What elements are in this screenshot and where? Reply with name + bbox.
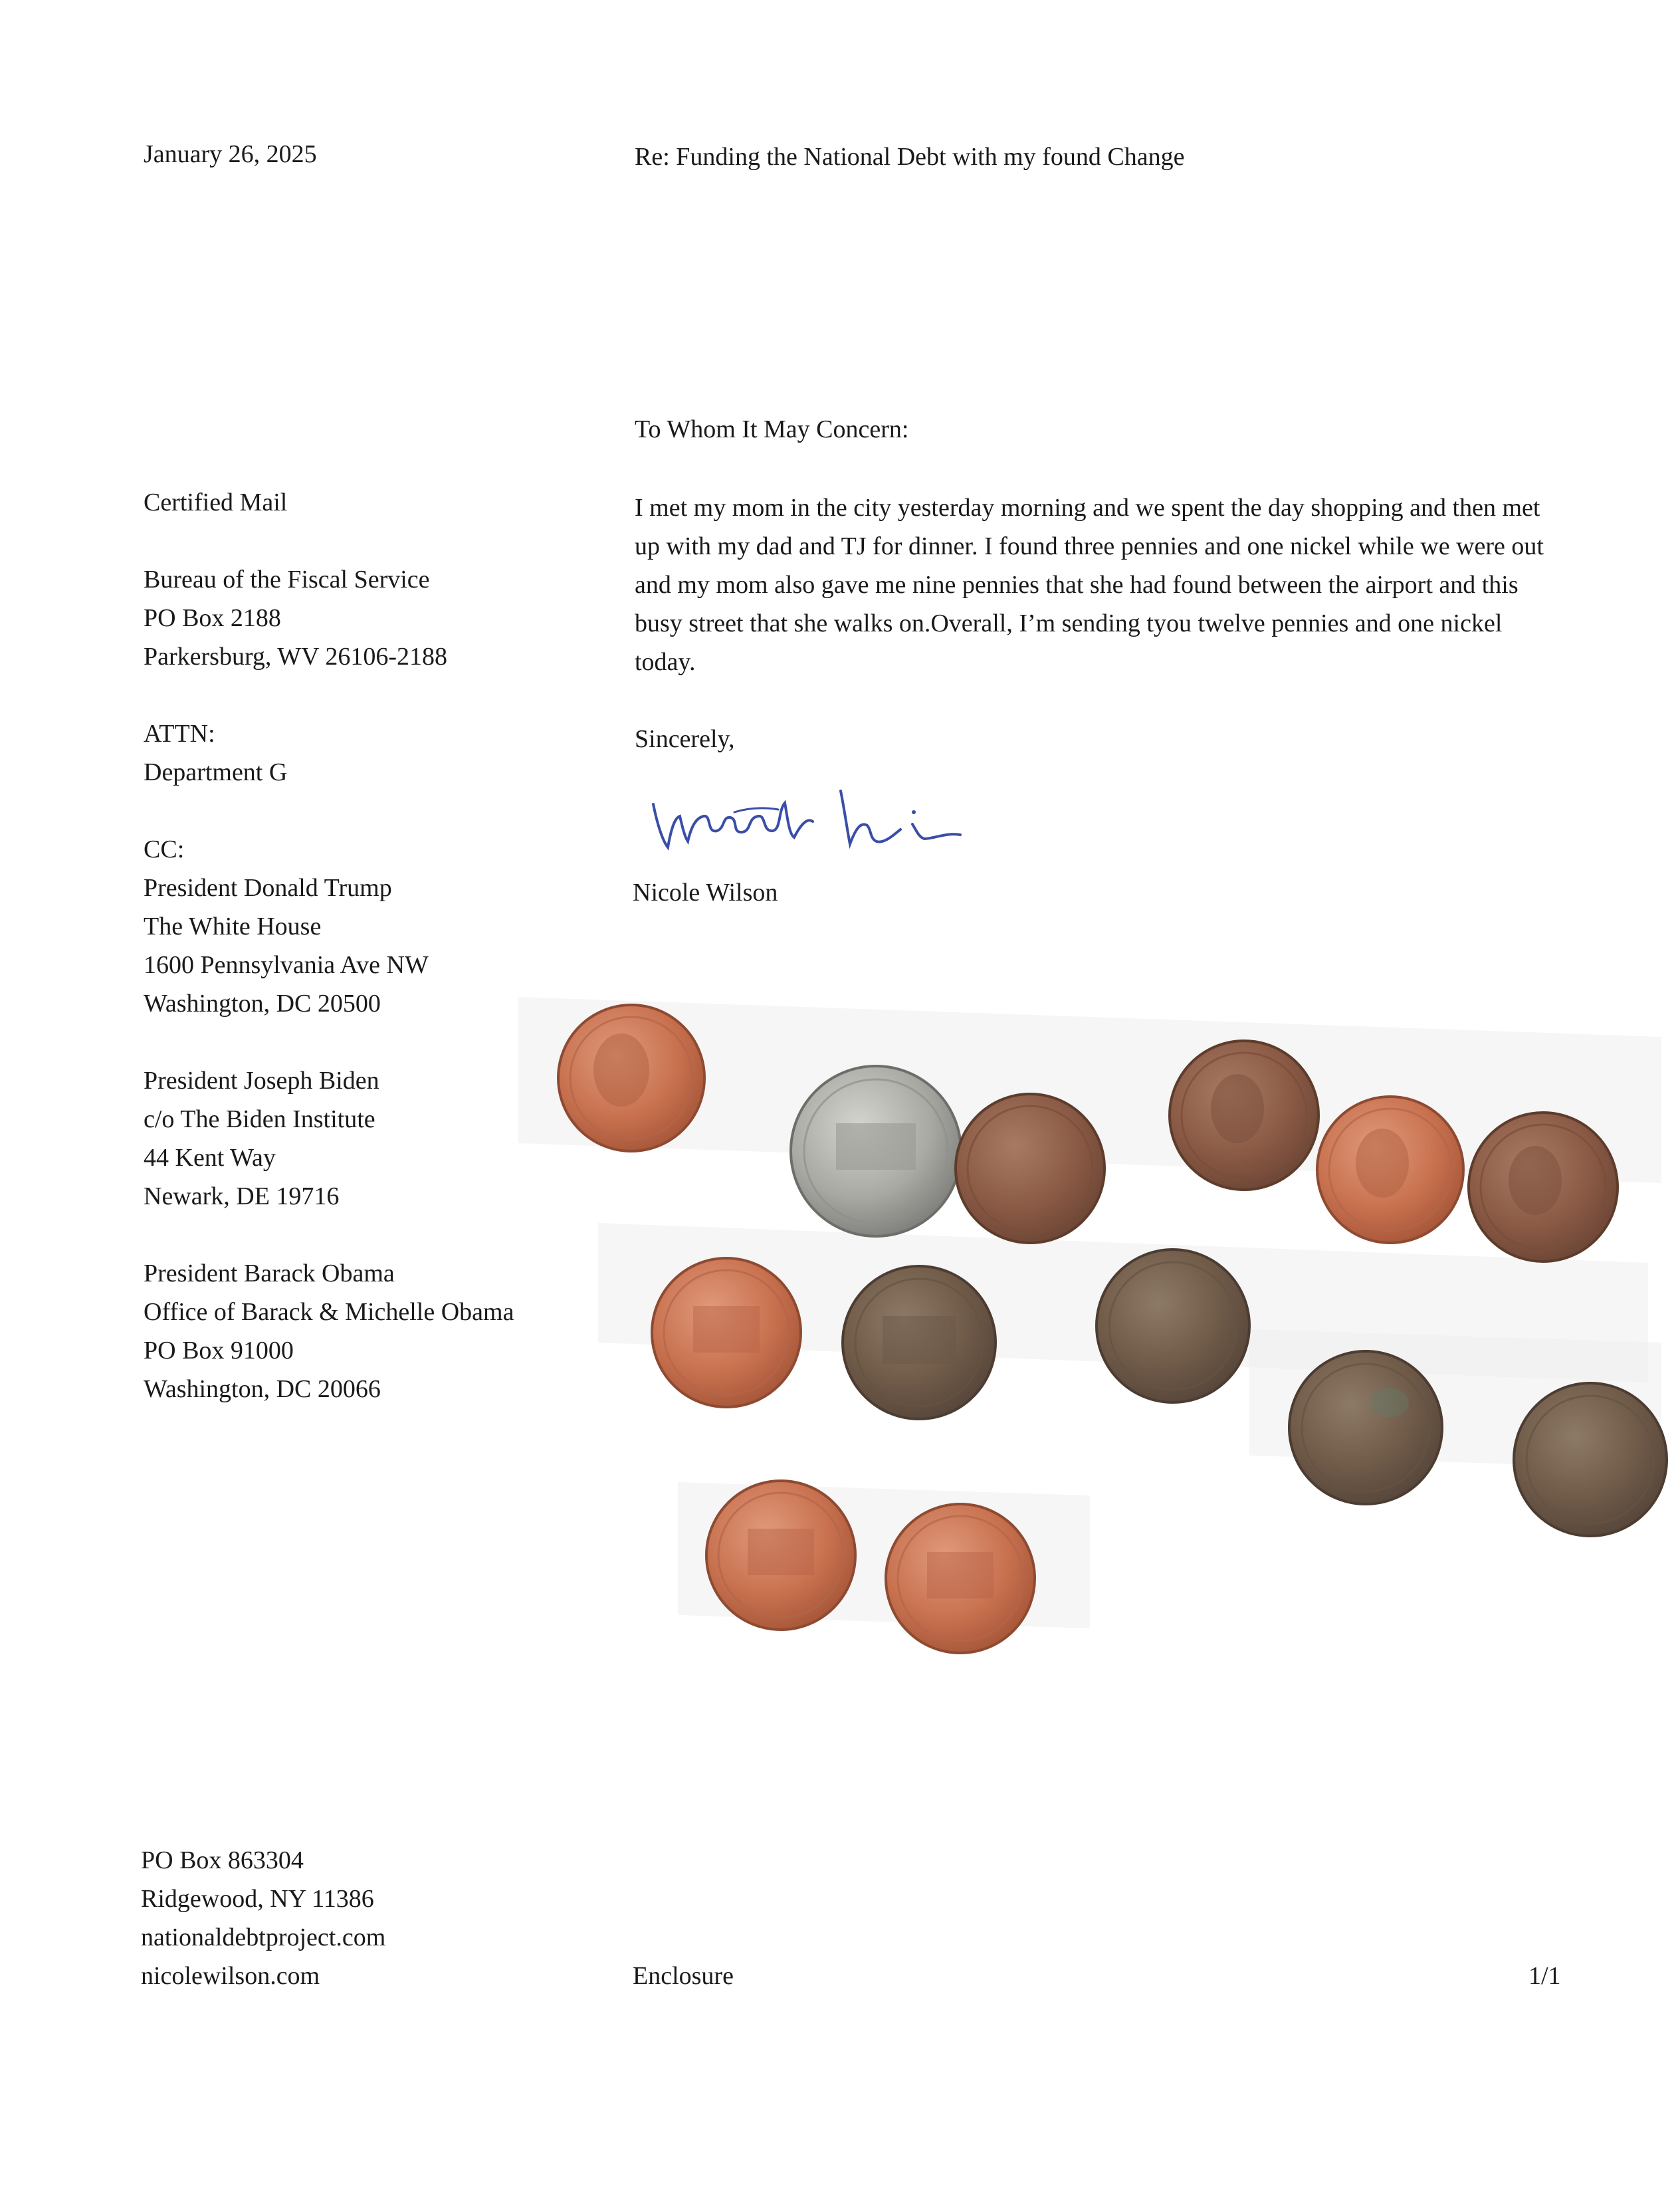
coin: [652, 1258, 801, 1407]
coin: [1289, 1351, 1442, 1504]
cc-line: Newark, DE 19716: [144, 1182, 340, 1210]
page-number: 1/1: [1528, 1962, 1561, 1990]
cc-line: c/o The Biden Institute: [144, 1105, 375, 1133]
sender-address: [141, 1841, 385, 1995]
coin: [706, 1481, 855, 1630]
sender-link[interactable]: nationaldebtproject.com: [141, 1923, 386, 1951]
coin: [1469, 1113, 1618, 1261]
cc-line: President Barack Obama: [144, 1259, 395, 1287]
coin: [1317, 1097, 1463, 1243]
attn-department: Department G: [144, 758, 288, 786]
cc-line: Office of Barack & Michelle Obama: [144, 1298, 514, 1326]
sender-line: PO Box 863304: [141, 1846, 304, 1874]
coin: [1097, 1250, 1249, 1402]
cc-label: CC:: [144, 835, 185, 863]
signature-name: Nicole Wilson: [633, 879, 778, 907]
cc-line: The White House: [144, 913, 322, 940]
cc-line: President Joseph Biden: [144, 1067, 379, 1095]
subject-line: Re: Funding the National Debt with my found Change: [635, 143, 1185, 171]
recipient-line: Parkersburg, WV 26106-2188: [144, 643, 448, 671]
cc-line: PO Box 91000: [144, 1337, 294, 1365]
cc-line: Washington, DC 20066: [144, 1375, 381, 1403]
closing: Sincerely,: [635, 725, 735, 753]
letter-date: January 26, 2025: [144, 140, 317, 168]
coin: [558, 1005, 704, 1151]
sender-link[interactable]: nicolewilson.com: [141, 1962, 320, 1990]
cc-line: Washington, DC 20500: [144, 990, 381, 1018]
coin: [843, 1266, 996, 1419]
enclosure-note: Enclosure: [633, 1962, 734, 1990]
coin: [886, 1504, 1035, 1653]
coin: [791, 1066, 961, 1236]
coin: [956, 1094, 1104, 1243]
coin: [1514, 1383, 1667, 1536]
cc-line: 44 Kent Way: [144, 1144, 276, 1172]
salutation: To Whom It May Concern:: [635, 415, 909, 443]
recipient-line: Bureau of the Fiscal Service: [144, 566, 430, 594]
cc-line: President Donald Trump: [144, 874, 392, 902]
attn-label: ATTN:: [144, 720, 215, 748]
cc-line: 1600 Pennsylvania Ave NW: [144, 951, 429, 979]
mail-type: Certified Mail: [144, 489, 288, 516]
sender-line: Ridgewood, NY 11386: [141, 1885, 374, 1913]
recipient-line: PO Box 2188: [144, 604, 281, 632]
letter-body: I met my mom in the city yesterday morning and we spent the day shopping and then met up with my dad and TJ for dinner. I found three pennies and one nickel while we were out and my mom also gave me nine pennies that she had found between the airport and this busy street that she walks on.Overall, I’m sending tyou twelve pennies and one nickel today.: [635, 494, 1544, 676]
coin: [1170, 1041, 1318, 1190]
